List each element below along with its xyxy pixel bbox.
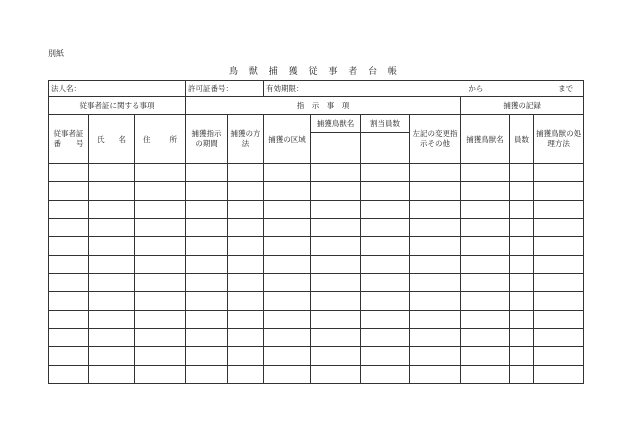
group-certificate: 従事者証に関する事項: [49, 97, 186, 115]
entry-cell[interactable]: [49, 347, 89, 365]
entry-cell[interactable]: [186, 219, 228, 237]
entry-cell[interactable]: [186, 365, 228, 383]
corporation-name-cell[interactable]: [49, 81, 186, 97]
corporation-label: 法人名：: [51, 84, 81, 93]
entry-cell[interactable]: [410, 292, 461, 310]
entry-cell[interactable]: [510, 255, 534, 273]
entry-cell[interactable]: [534, 237, 584, 255]
table-row: [49, 237, 584, 255]
entry-cell[interactable]: [264, 255, 311, 273]
entry-cell[interactable]: [228, 237, 264, 255]
group-record: 捕獲の記録: [461, 97, 584, 115]
entry-cell[interactable]: [228, 200, 264, 218]
validity-label: 有効期限：: [266, 84, 304, 93]
entry-cell[interactable]: [311, 274, 361, 292]
entry-cell[interactable]: [361, 365, 410, 383]
entry-cell[interactable]: [89, 237, 135, 255]
entry-cell[interactable]: [510, 292, 534, 310]
entry-cell[interactable]: [264, 274, 311, 292]
entry-cell[interactable]: [135, 310, 186, 328]
entry-cell[interactable]: [461, 292, 510, 310]
entry-cell[interactable]: [89, 347, 135, 365]
entry-cell[interactable]: [461, 182, 510, 200]
table-row: [49, 274, 584, 292]
col-quota: 割当員数: [361, 115, 410, 133]
entry-cell[interactable]: [461, 347, 510, 365]
entry-cell[interactable]: [49, 255, 89, 273]
table-row: [49, 182, 584, 200]
table-row: [49, 365, 584, 383]
entry-cell[interactable]: [361, 237, 410, 255]
entry-cell[interactable]: [186, 347, 228, 365]
page-label: 別紙: [48, 49, 64, 58]
entry-cell[interactable]: [186, 292, 228, 310]
entry-cell[interactable]: [135, 164, 186, 182]
entry-cell[interactable]: [89, 310, 135, 328]
entry-cell[interactable]: [361, 182, 410, 200]
entry-cell[interactable]: [228, 347, 264, 365]
table-row: [49, 310, 584, 328]
entry-cell[interactable]: [228, 310, 264, 328]
table-row: [49, 219, 584, 237]
col-name: [89, 115, 135, 164]
entry-cell[interactable]: [510, 329, 534, 347]
entry-cell[interactable]: [534, 200, 584, 218]
entry-cell[interactable]: [361, 329, 410, 347]
entry-cell[interactable]: [49, 292, 89, 310]
entry-cell[interactable]: [361, 219, 410, 237]
entry-cell[interactable]: [461, 237, 510, 255]
entry-cell[interactable]: [228, 329, 264, 347]
entry-cell[interactable]: [311, 200, 361, 218]
entry-cell[interactable]: [361, 200, 410, 218]
entry-cell[interactable]: [510, 182, 534, 200]
entry-cell[interactable]: [510, 365, 534, 383]
entry-cell[interactable]: [135, 182, 186, 200]
entry-cell[interactable]: [361, 292, 410, 310]
col-address-a: 住: [143, 134, 151, 144]
entry-cell[interactable]: [186, 182, 228, 200]
entry-cell[interactable]: [264, 200, 311, 218]
entry-cell[interactable]: [461, 200, 510, 218]
permit-number-label: 許可証番号：: [188, 84, 234, 93]
entry-cell[interactable]: [49, 237, 89, 255]
entry-cell[interactable]: [49, 365, 89, 383]
entry-cell[interactable]: [510, 200, 534, 218]
entry-cell[interactable]: [135, 329, 186, 347]
entry-cell[interactable]: [311, 365, 361, 383]
entry-cell[interactable]: [410, 219, 461, 237]
entry-cell[interactable]: [534, 164, 584, 182]
entry-cell[interactable]: [311, 182, 361, 200]
entry-cell[interactable]: [186, 310, 228, 328]
entry-cell[interactable]: [228, 182, 264, 200]
entry-cell[interactable]: [228, 292, 264, 310]
table-row: [49, 329, 584, 347]
entry-cell[interactable]: [534, 274, 584, 292]
col-area: 捕獲の区域: [264, 115, 311, 164]
col-cert-number: 従事者証番 号: [49, 115, 89, 164]
entry-cell[interactable]: [89, 292, 135, 310]
entry-cell[interactable]: [361, 347, 410, 365]
col-name-b: 名: [118, 134, 126, 144]
entry-cell[interactable]: [228, 255, 264, 273]
entry-cell[interactable]: [361, 255, 410, 273]
entry-cell[interactable]: [186, 164, 228, 182]
entry-cell[interactable]: [186, 274, 228, 292]
entry-cell[interactable]: [461, 219, 510, 237]
entry-cell[interactable]: [135, 219, 186, 237]
entry-cell[interactable]: [135, 237, 186, 255]
entry-cell[interactable]: [311, 310, 361, 328]
permit-number-cell[interactable]: [186, 81, 264, 97]
entry-cell[interactable]: [264, 164, 311, 182]
table-row: [49, 200, 584, 218]
entry-cell[interactable]: [461, 274, 510, 292]
entry-cell[interactable]: [510, 219, 534, 237]
entry-cell[interactable]: [311, 347, 361, 365]
entry-cell[interactable]: [410, 237, 461, 255]
col-address: [135, 115, 186, 164]
table-row: [49, 292, 584, 310]
entry-cell[interactable]: [49, 329, 89, 347]
entry-cell[interactable]: [510, 274, 534, 292]
entry-cell[interactable]: [89, 274, 135, 292]
entry-cell[interactable]: [228, 219, 264, 237]
entry-cell[interactable]: [461, 255, 510, 273]
entry-cell[interactable]: [410, 255, 461, 273]
entry-cell[interactable]: [461, 365, 510, 383]
entry-cell[interactable]: [89, 200, 135, 218]
entry-cell[interactable]: [361, 310, 410, 328]
entry-cell[interactable]: [49, 164, 89, 182]
table-row: [49, 255, 584, 273]
validity-from: から: [468, 84, 484, 93]
group-instructions: 指 示 事 項: [186, 97, 461, 115]
col-other: 左記の変更指示その他: [410, 115, 461, 164]
entry-cell[interactable]: [228, 365, 264, 383]
entry-cell[interactable]: [534, 365, 584, 383]
entry-cell[interactable]: [228, 274, 264, 292]
entry-cell[interactable]: [311, 219, 361, 237]
entry-cell[interactable]: [461, 329, 510, 347]
entry-cell[interactable]: [534, 292, 584, 310]
entry-cell[interactable]: [410, 274, 461, 292]
entry-cell[interactable]: [49, 274, 89, 292]
entry-cell[interactable]: [534, 182, 584, 200]
entry-cell[interactable]: [410, 164, 461, 182]
validity-until: まで: [558, 84, 574, 93]
entry-cell[interactable]: [264, 329, 311, 347]
entry-cell[interactable]: [49, 182, 89, 200]
entry-cell[interactable]: [264, 219, 311, 237]
entry-cell[interactable]: [410, 347, 461, 365]
col-rec-count: 員数: [510, 115, 534, 164]
entry-cell[interactable]: [264, 237, 311, 255]
entry-cell[interactable]: [264, 365, 311, 383]
quota-subcell: [361, 133, 410, 164]
entry-cell[interactable]: [186, 237, 228, 255]
validity-cell[interactable]: [264, 81, 584, 97]
entry-cell[interactable]: [534, 329, 584, 347]
entry-cell[interactable]: [534, 255, 584, 273]
entry-cell[interactable]: [264, 182, 311, 200]
entry-cell[interactable]: [510, 164, 534, 182]
entry-cell[interactable]: [89, 164, 135, 182]
entry-cell[interactable]: [135, 347, 186, 365]
table-row: [49, 347, 584, 365]
entry-cell[interactable]: [510, 310, 534, 328]
col-address-b: 所: [169, 134, 178, 144]
entry-cell[interactable]: [264, 347, 311, 365]
entry-cell[interactable]: [311, 255, 361, 273]
entry-cell[interactable]: [410, 329, 461, 347]
col-method: 捕獲の方 法: [228, 115, 264, 164]
entry-cell[interactable]: [410, 365, 461, 383]
entry-cell[interactable]: [186, 329, 228, 347]
entry-cell[interactable]: [361, 274, 410, 292]
col-period: 捕獲指示の期間: [186, 115, 228, 164]
entry-cell[interactable]: [135, 200, 186, 218]
entry-cell[interactable]: [534, 219, 584, 237]
entry-cell[interactable]: [186, 255, 228, 273]
entry-cell[interactable]: [311, 164, 361, 182]
entry-cell[interactable]: [461, 164, 510, 182]
entry-cell[interactable]: [311, 237, 361, 255]
entry-cell[interactable]: [410, 200, 461, 218]
entry-cell[interactable]: [89, 365, 135, 383]
register-table: [48, 80, 584, 384]
entry-cell[interactable]: [89, 182, 135, 200]
entry-cell[interactable]: [410, 310, 461, 328]
entry-cell[interactable]: [311, 292, 361, 310]
entry-cell[interactable]: [135, 255, 186, 273]
entry-cell[interactable]: [534, 347, 584, 365]
col-disposal: 捕獲鳥獣の処理方法: [534, 115, 584, 164]
entry-cell[interactable]: [89, 219, 135, 237]
col-species: 捕獲鳥獣名: [311, 115, 361, 133]
species-subcell: [311, 133, 361, 164]
entry-cell[interactable]: [361, 164, 410, 182]
entry-cell[interactable]: [410, 182, 461, 200]
entry-cell[interactable]: [49, 200, 89, 218]
entry-cell[interactable]: [510, 347, 534, 365]
document-title: 鳥 獣 捕 獲 従 事 者 台 帳: [229, 67, 401, 77]
entry-cell[interactable]: [510, 237, 534, 255]
entry-cell[interactable]: [49, 219, 89, 237]
table-row: [49, 164, 584, 182]
entry-cell[interactable]: [135, 274, 186, 292]
entry-cell[interactable]: [461, 310, 510, 328]
entry-cell[interactable]: [89, 255, 135, 273]
entry-cell[interactable]: [534, 310, 584, 328]
entry-cell[interactable]: [186, 200, 228, 218]
col-name-a: 氏: [97, 134, 105, 144]
entry-cell[interactable]: [311, 329, 361, 347]
entry-cell[interactable]: [89, 329, 135, 347]
entry-cell[interactable]: [228, 164, 264, 182]
entry-cell[interactable]: [49, 310, 89, 328]
entry-cell[interactable]: [135, 292, 186, 310]
col-rec-species: 捕獲鳥獣名: [461, 115, 510, 164]
entry-cell[interactable]: [135, 365, 186, 383]
entry-cell[interactable]: [264, 292, 311, 310]
entry-cell[interactable]: [264, 310, 311, 328]
